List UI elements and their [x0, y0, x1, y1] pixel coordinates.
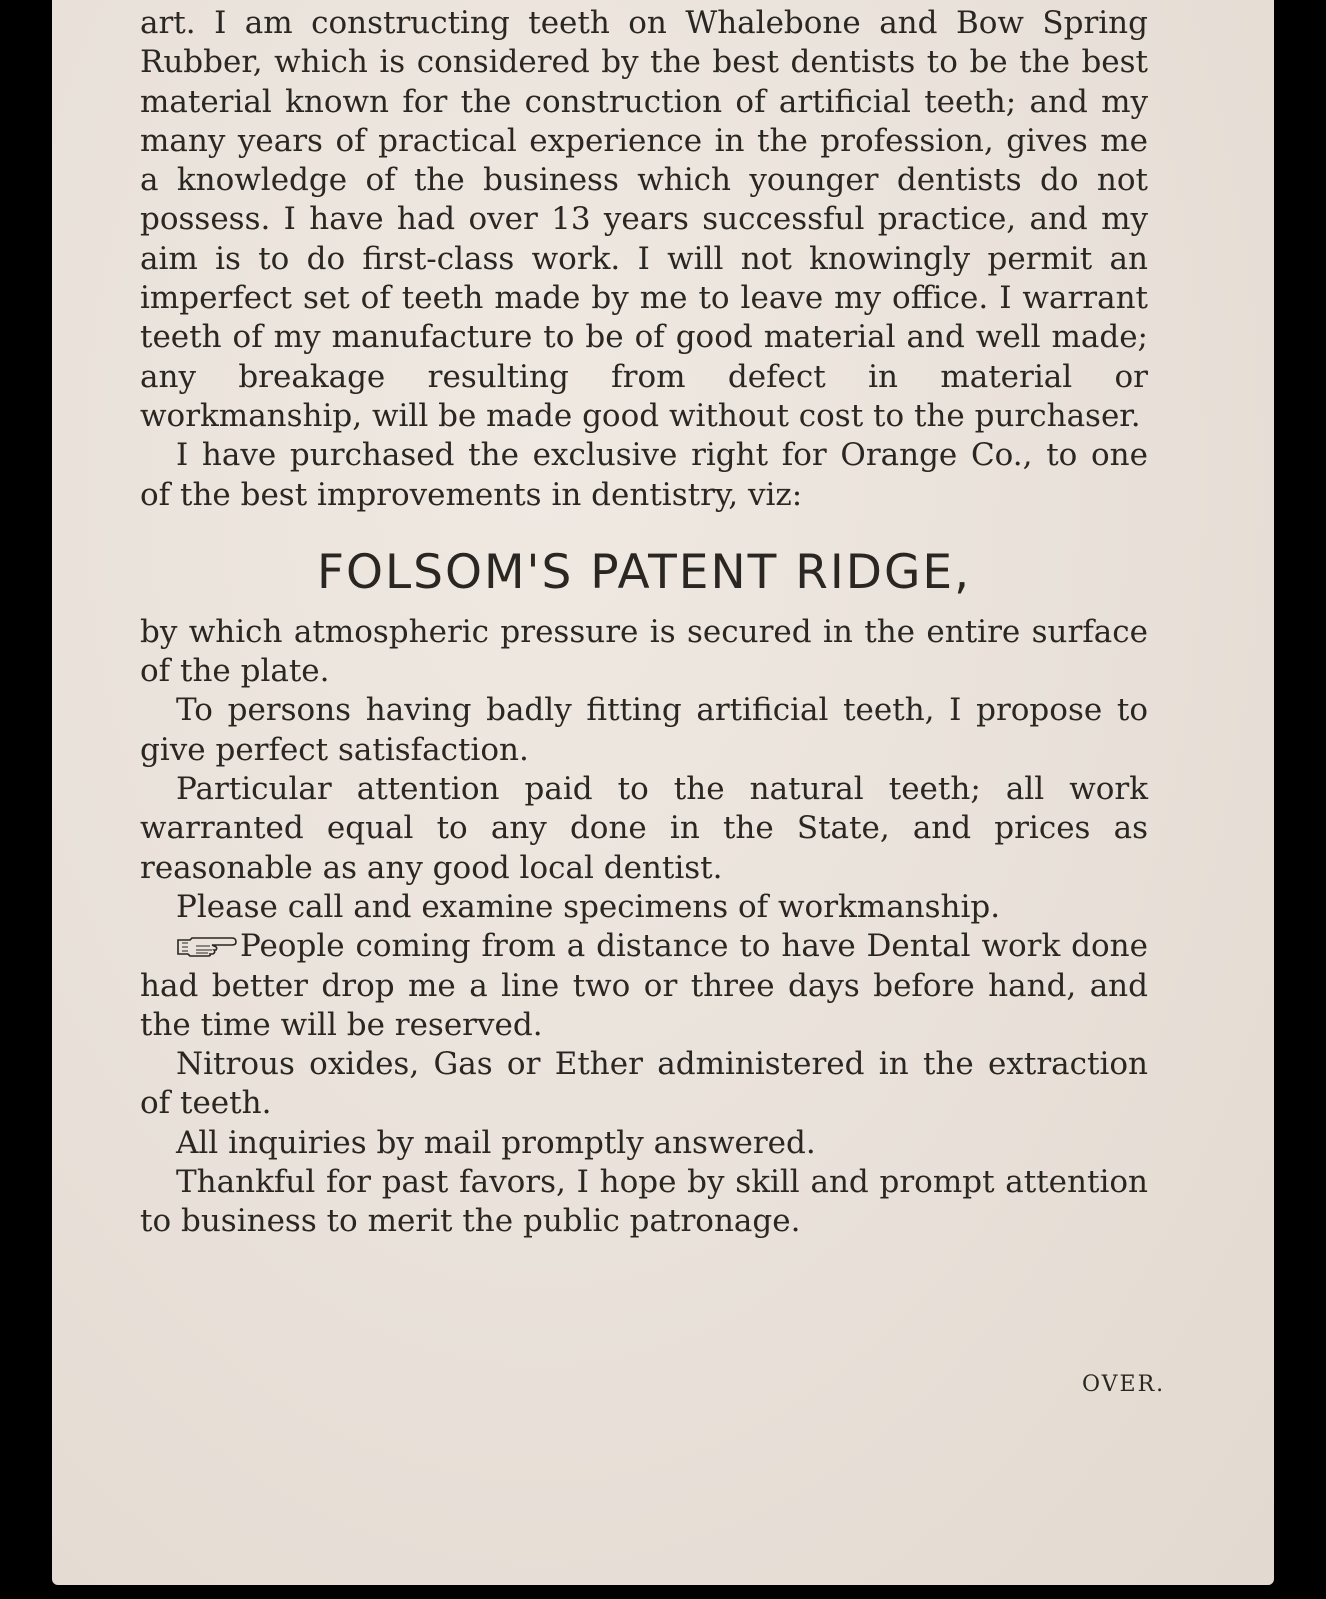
card-text [140, 4, 1148, 1242]
heading-patent-ridge: FOLSOM'S PATENT RIDGE, [316, 544, 972, 600]
trade-card [52, 0, 1274, 1585]
paragraph-nitrous-oxides: Nitrous oxides, Gas or Ether administered in the extraction of teeth. [140, 1046, 1148, 1122]
paragraph-badly-fitting: To persons having badly fitting artificial teeth, I propose to give perfect satisfaction. [140, 692, 1148, 768]
paragraph-exclusive-right: I have purchased the exclusive right for Orange Co., to one of the best improvements in dentistry, viz: [140, 437, 1148, 513]
pointing-hand-icon [176, 934, 238, 958]
over-label: OVER. [1082, 1372, 1166, 1397]
paragraph-materials: art. I am constructing teeth on Whalebone and Bow Spring Rubber, which is considered by the best dentists to be the best material known for the construction of artificial teeth; and my many years of practical experience in the profession, gives me a knowledge of the business which younger dentists do not possess. I have had over 13 years successful practice, and my aim is to do first-class work. I will not knowingly permit an imperfect set of teeth made by me to leave my office. I warrant teeth of my manufacture to be of good material and well made; any breakage resulting from defect in material or workmanship, will be made good without cost to the purchaser. [140, 5, 1148, 434]
paragraph-distance-text: People coming from a distance to have Dental work done had better drop me a line two or three days before hand, and the time will be reserved. [140, 928, 1148, 1043]
paragraph-thankful: Thankful for past favors, I hope by skill and prompt attention to business to merit the public patronage. [140, 1164, 1148, 1240]
paragraph-distance [140, 927, 1148, 1045]
paragraph-natural-teeth: Particular attention paid to the natural teeth; all work warranted equal to any done in the State, and prices as reasonable as any good local dentist. [140, 771, 1148, 886]
paragraph-specimens: Please call and examine specimens of workmanship. [176, 888, 1001, 925]
paragraph-atmospheric-pressure: by which atmospheric pressure is secured in the entire surface of the plate. [140, 613, 1148, 690]
paragraph-inquiries: All inquiries by mail promptly answered. [176, 1124, 816, 1161]
